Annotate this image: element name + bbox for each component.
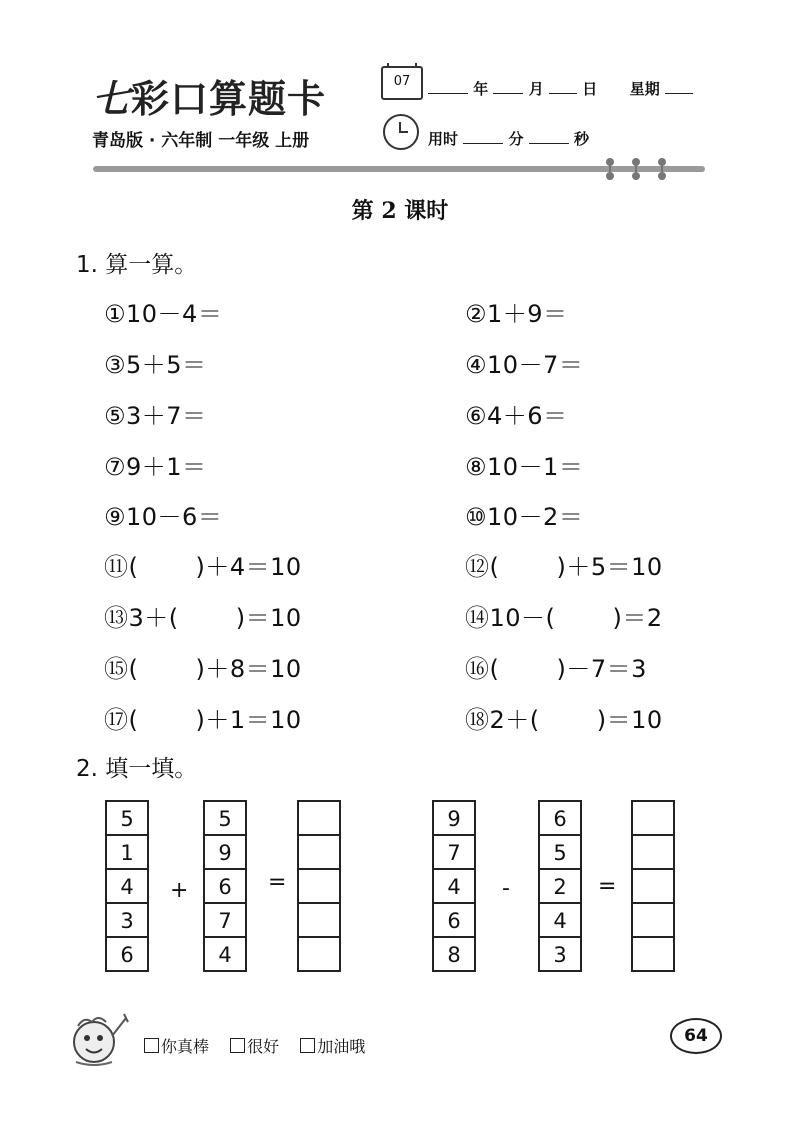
month-label: 月 <box>528 80 544 98</box>
answer-cell[interactable] <box>297 936 341 972</box>
time-fields <box>428 128 589 149</box>
rating-option-keep-going[interactable]: 加油哦 <box>300 1037 365 1056</box>
problem-17: ⑰( )＋1＝10 <box>104 706 302 734</box>
answer-cell[interactable] <box>631 902 675 938</box>
addend-column-b <box>203 800 247 972</box>
minutes-label: 分 <box>508 130 524 148</box>
divider-ornament <box>634 158 638 180</box>
table-cell: 5 <box>538 834 582 870</box>
table-cell: 4 <box>203 936 247 972</box>
table-cell: 3 <box>538 936 582 972</box>
checkbox[interactable] <box>300 1038 315 1053</box>
page-number: 64 <box>670 1018 722 1054</box>
problem-12: ⑫( )＋5＝10 <box>465 553 663 581</box>
mascot-icon <box>66 1006 136 1068</box>
table-cell: 3 <box>105 902 149 938</box>
table-cell: 6 <box>538 800 582 836</box>
table-cell: 6 <box>105 936 149 972</box>
weekday-label: 星期 <box>629 80 660 98</box>
table-cell: 5 <box>203 800 247 836</box>
table-cell: 6 <box>203 868 247 904</box>
problem-16: ⑯( )－7＝3 <box>465 655 647 683</box>
problem-14: ⑭10－( )＝2 <box>465 604 663 632</box>
answer-cell[interactable] <box>631 834 675 870</box>
problem-6: ⑥4＋6＝ <box>465 402 568 430</box>
table-cell: 8 <box>432 936 476 972</box>
problem-9: ⑨10－6＝ <box>104 503 223 531</box>
answer-cell[interactable] <box>297 800 341 836</box>
divider-ornament <box>660 158 664 180</box>
answer-cell[interactable] <box>631 800 675 836</box>
problem-7: ⑦9＋1＝ <box>104 453 207 481</box>
calendar-icon: 07 <box>381 66 423 100</box>
equals-sign: = <box>598 874 617 899</box>
checkbox[interactable] <box>230 1038 245 1053</box>
answer-cell[interactable] <box>631 868 675 904</box>
problem-1: ①10－4＝ <box>104 300 223 328</box>
checkbox[interactable] <box>144 1038 159 1053</box>
day-label: 日 <box>582 80 598 98</box>
problem-10: ⑩10－2＝ <box>465 503 584 531</box>
section-2-title: 2. 填一填。 <box>76 756 198 782</box>
rating-option-great[interactable]: 你真棒 <box>144 1037 209 1056</box>
table-cell: 1 <box>105 834 149 870</box>
answer-cell[interactable] <box>297 834 341 870</box>
problem-4: ④10－7＝ <box>465 351 584 379</box>
table-cell: 9 <box>432 800 476 836</box>
self-rating <box>144 1034 381 1057</box>
plus-sign: + <box>170 878 189 903</box>
problem-18: ⑱2＋( )＝10 <box>465 706 663 734</box>
problem-8: ⑧10－1＝ <box>465 453 584 481</box>
lesson-title: 第 2 课时 <box>351 198 449 224</box>
section-1-title: 1. 算一算。 <box>76 252 198 278</box>
year-label: 年 <box>473 80 489 98</box>
problem-3: ③5＋5＝ <box>104 351 207 379</box>
problem-2: ②1＋9＝ <box>465 300 568 328</box>
seconds-label: 秒 <box>573 130 589 148</box>
date-fields <box>428 78 693 99</box>
subtrahend-column <box>538 800 582 972</box>
edition-subtitle: 青岛版 · 六年制 一年级 上册 <box>92 131 310 151</box>
table-cell: 4 <box>538 902 582 938</box>
table-cell: 5 <box>105 800 149 836</box>
table-cell: 7 <box>203 902 247 938</box>
rating-option-good[interactable]: 很好 <box>230 1037 279 1056</box>
sum-answer-column <box>297 800 341 972</box>
header-divider <box>93 166 705 172</box>
brand-logo: 七彩口算题卡 <box>92 76 327 121</box>
divider-ornament <box>608 158 612 180</box>
difference-answer-column <box>631 800 675 972</box>
table-cell: 4 <box>432 868 476 904</box>
problem-13: ⑬3＋( )＝10 <box>104 604 302 632</box>
answer-cell[interactable] <box>297 868 341 904</box>
addend-column-a <box>105 800 149 972</box>
answer-cell[interactable] <box>631 936 675 972</box>
clock-icon <box>383 114 419 150</box>
table-cell: 6 <box>432 902 476 938</box>
problem-11: ⑪( )＋4＝10 <box>104 553 302 581</box>
table-cell: 4 <box>105 868 149 904</box>
problem-15: ⑮( )＋8＝10 <box>104 655 302 683</box>
table-cell: 7 <box>432 834 476 870</box>
minus-sign: - <box>502 876 510 901</box>
table-cell: 9 <box>203 834 247 870</box>
table-cell: 2 <box>538 868 582 904</box>
minuend-column <box>432 800 476 972</box>
answer-cell[interactable] <box>297 902 341 938</box>
time-used-label: 用时 <box>428 130 459 148</box>
problem-5: ⑤3＋7＝ <box>104 402 207 430</box>
equals-sign: = <box>268 870 287 895</box>
